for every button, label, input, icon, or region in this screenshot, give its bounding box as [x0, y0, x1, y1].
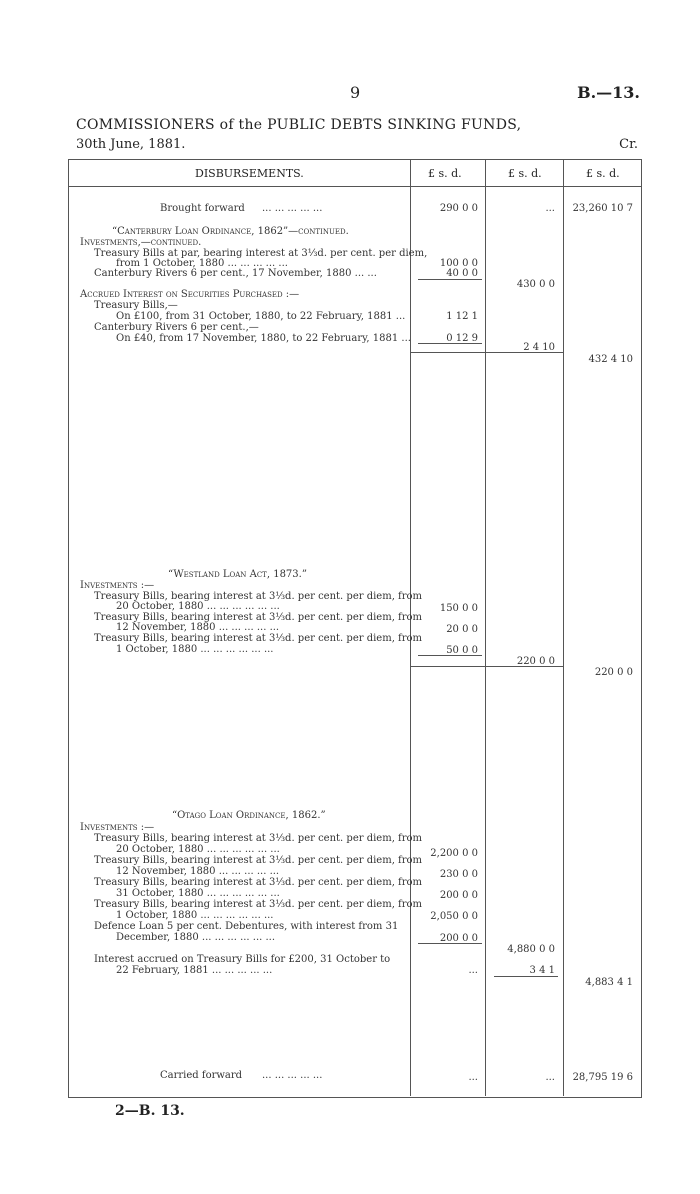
entry-text: On £100, from 31 October, 1880, to 22 February, 1881 ... — [116, 311, 406, 322]
amount: 200 0 0 — [439, 890, 478, 901]
entry-text: 20 October, 1880 ... ... ... ... ... ... — [116, 844, 280, 855]
section-total: 432 4 10 — [588, 354, 633, 365]
entry-text: 1 October, 1880 ... ... ... ... ... ... — [116, 644, 274, 655]
column-header-2: £ s. d. — [508, 167, 542, 180]
entry-text: Canterbury Rivers 6 per cent.,— — [94, 322, 259, 333]
subtotal: 2 4 10 — [523, 342, 555, 353]
entry-text: Treasury Bills, bearing interest at 3⅓d. per cent. per diem, from — [94, 833, 423, 844]
amount: 150 0 0 — [439, 603, 478, 614]
carried-forward-col2: ... — [545, 1072, 555, 1083]
amount: 50 0 0 — [446, 645, 478, 656]
subtotal: 220 0 0 — [516, 656, 555, 667]
subtotal: 4,880 0 0 — [507, 944, 555, 955]
entry-text: Canterbury Rivers 6 per cent., 17 November, 1880 ... ... — [94, 268, 377, 279]
subtotal-rule — [494, 976, 558, 977]
carried-forward-col3: 28,795 19 6 — [572, 1072, 633, 1083]
entry-text: Defence Loan 5 per cent. Debentures, with interest from 31 — [94, 921, 399, 932]
entry-text: 12 November, 1880 ... ... ... ... ... — [116, 866, 280, 877]
amount: 3 4 1 — [529, 965, 555, 976]
section-heading-otago: “Otago Loan Ordinance, 1862.” — [172, 810, 326, 821]
section-rule — [410, 666, 563, 667]
brought-forward-label: Brought forward — [160, 203, 245, 214]
carried-forward-label: Carried forward — [160, 1070, 243, 1081]
column-header-3: £ s. d. — [586, 167, 620, 180]
page-footer: 2—B. 13. — [115, 1103, 185, 1119]
entry-text: Treasury Bills at par, bearing interest at 3⅓d. per cent. per diem, — [94, 248, 428, 259]
header-divider — [68, 186, 641, 187]
section-heading-canterbury: “Canterbury Loan Ordinance, 1862”—continued. — [112, 226, 349, 237]
entry-text: 1 October, 1880 ... ... ... ... ... ... — [116, 910, 274, 921]
entry-text: On £40, from 17 November, 1880, to 22 February, 1881 ... — [116, 333, 411, 344]
report-date: 30th June, 1881. — [76, 137, 186, 152]
carried-forward-col1: ... — [468, 1072, 478, 1083]
amount: 230 0 0 — [439, 869, 478, 880]
amount: 40 0 0 — [446, 268, 478, 279]
section-total: 220 0 0 — [594, 667, 633, 678]
column-divider — [485, 159, 486, 1096]
disbursements-header: DISBURSEMENTS. — [195, 167, 304, 180]
amount: 20 0 0 — [446, 624, 478, 635]
subtotal-rule — [418, 943, 482, 944]
entry-text: December, 1880 ... ... ... ... ... ... — [116, 932, 276, 943]
amount: 1 12 1 — [446, 311, 478, 322]
investments-label: Investments :— — [80, 580, 155, 591]
accrued-interest-label: Accrued Interest on Securities Purchased :— — [80, 289, 300, 300]
amount: 0 12 9 — [446, 333, 478, 344]
investments-label: Investments,—continued. — [80, 237, 202, 248]
brought-forward-col2: ... — [545, 203, 555, 214]
leader-dots: ... ... ... ... ... — [262, 1070, 323, 1081]
subtotal-rule — [418, 655, 482, 656]
amount: 2,200 0 0 — [430, 848, 478, 859]
entry-text: Treasury Bills, bearing interest at 3⅓d. per cent. per diem, from — [94, 633, 423, 644]
entry-text: from 1 October, 1880 ... ... ... ... ... — [116, 258, 288, 269]
entry-text: Interest accrued on Treasury Bills for £200, 31 October to — [94, 954, 391, 965]
credit-marker: Cr. — [619, 137, 638, 152]
entry-text: 20 October, 1880 ... ... ... ... ... ... — [116, 601, 280, 612]
brought-forward-col3: 23,260 10 7 — [572, 203, 633, 214]
document-reference: B.—13. — [577, 83, 640, 102]
entry-text: Treasury Bills, bearing interest at 3⅓d. per cent. per diem, from — [94, 591, 423, 602]
entry-text: 31 October, 1880 ... ... ... ... ... ... — [116, 888, 280, 899]
section-heading-westland: “Westland Loan Act, 1873.” — [168, 569, 307, 580]
subtotal-rule — [418, 343, 482, 344]
subtotal: 430 0 0 — [516, 279, 555, 290]
entry-text: Treasury Bills, bearing interest at 3⅓d. per cent. per diem, from — [94, 877, 423, 888]
amount: ... — [468, 965, 478, 976]
entry-text: 12 November, 1880 ... ... ... ... ... — [116, 622, 280, 633]
amount: 200 0 0 — [439, 933, 478, 944]
page-title: COMMISSIONERS of the PUBLIC DEBTS SINKING FUNDS, — [76, 117, 522, 133]
entry-text: Treasury Bills, bearing interest at 3⅓d. per cent. per diem, from — [94, 899, 423, 910]
entry-text: 22 February, 1881 ... ... ... ... ... — [116, 965, 273, 976]
leader-dots: ... ... ... ... ... — [262, 203, 323, 214]
entry-text: Treasury Bills, bearing interest at 3⅓d. per cent. per diem, from — [94, 612, 423, 623]
amount: 2,050 0 0 — [430, 911, 478, 922]
column-header-1: £ s. d. — [428, 167, 462, 180]
page-number: 9 — [350, 83, 361, 102]
section-rule — [410, 352, 563, 353]
subtotal-rule — [418, 279, 482, 280]
entry-text: Treasury Bills,— — [94, 300, 178, 311]
amount: 100 0 0 — [439, 258, 478, 269]
entry-text: Treasury Bills, bearing interest at 3⅓d. per cent. per diem, from — [94, 855, 423, 866]
column-divider — [563, 159, 564, 1096]
section-total: 4,883 4 1 — [585, 977, 633, 988]
brought-forward-col1: 290 0 0 — [439, 203, 478, 214]
investments-label: Investments :— — [80, 822, 155, 833]
